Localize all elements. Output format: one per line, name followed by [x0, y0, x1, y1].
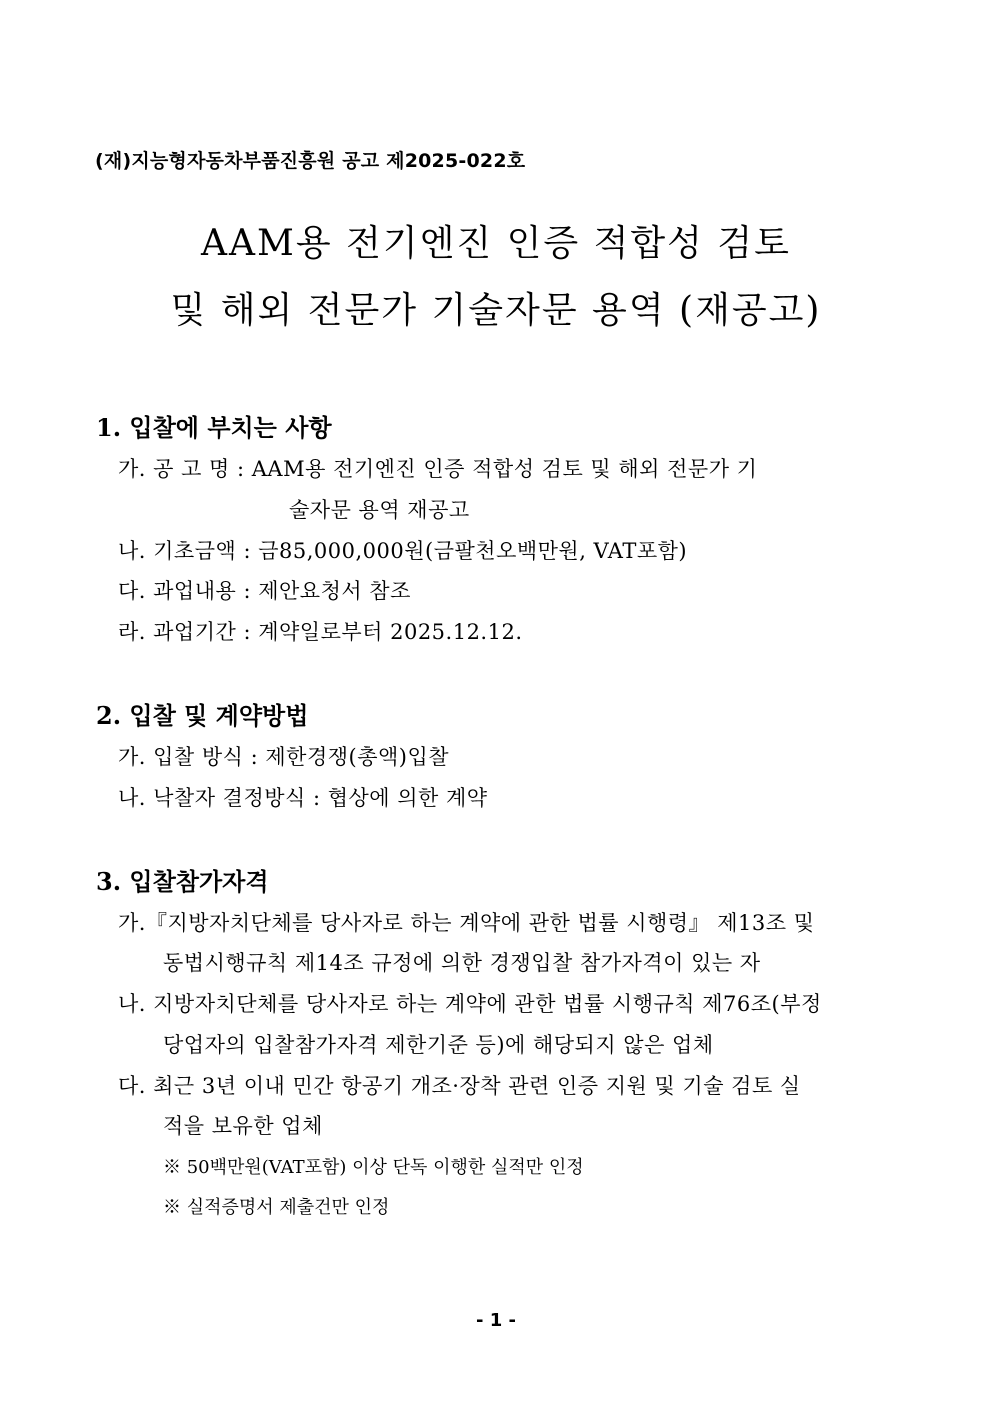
- section-3-item-b-line-2: 당업자의 입찰참가자격 제한기준 등)에 해당되지 않은 업체: [163, 1033, 714, 1057]
- section-1-heading: 1. 입찰에 부치는 사항: [96, 413, 332, 442]
- section-1-item-b: 나. 기초금액 : 금85,000,000원(금팔천오백만원, VAT포함): [118, 539, 688, 563]
- notice-number: (재)지능형자동차부품진흥원 공고 제2025-022호: [95, 150, 526, 172]
- section-1-item-d: 라. 과업기간 : 계약일로부터 2025.12.12.: [118, 620, 523, 644]
- section-1-item-c: 다. 과업내용 : 제안요청서 참조: [118, 579, 411, 603]
- section-2-item-b: 나. 낙찰자 결정방식 : 협상에 의한 계약: [118, 786, 488, 810]
- title-line-2: 및 해외 전문가 기술자문 용역 (재공고): [170, 290, 822, 331]
- page-number: - 1 -: [476, 1310, 516, 1331]
- section-3-heading: 3. 입찰참가자격: [96, 867, 269, 896]
- section-2-heading: 2. 입찰 및 계약방법: [96, 701, 309, 730]
- section-2-item-a: 가. 입찰 방식 : 제한경쟁(총액)입찰: [118, 745, 450, 769]
- section-3-item-c-line-2: 적을 보유한 업체: [163, 1114, 323, 1138]
- section-3-note-1: ※ 50백만원(VAT포함) 이상 단독 이행한 실적만 인정: [163, 1157, 584, 1178]
- section-1-item-a-line-1: 가. 공 고 명 : AAM용 전기엔진 인증 적합성 검토 및 해외 전문가 기: [118, 457, 758, 481]
- title-line-1: AAM용 전기엔진 인증 적합성 검토: [201, 223, 791, 264]
- section-3-item-c-line-1: 다. 최근 3년 이내 민간 항공기 개조·장착 관련 인증 지원 및 기술 검토 실: [118, 1074, 801, 1098]
- section-3-note-2: ※ 실적증명서 제출건만 인정: [163, 1197, 390, 1218]
- section-1-item-a-line-2: 술자문 용역 재공고: [289, 498, 470, 522]
- section-3-item-a-line-2: 동법시행규칙 제14조 규정에 의한 경쟁입찰 참가자격이 있는 자: [163, 951, 761, 975]
- section-3-item-a-line-1: 가.『지방자치단체를 당사자로 하는 계약에 관한 법률 시행령』 제13조 및: [118, 911, 815, 935]
- section-3-item-b-line-1: 나. 지방자치단체를 당사자로 하는 계약에 관한 법률 시행규칙 제76조(부정: [118, 992, 822, 1016]
